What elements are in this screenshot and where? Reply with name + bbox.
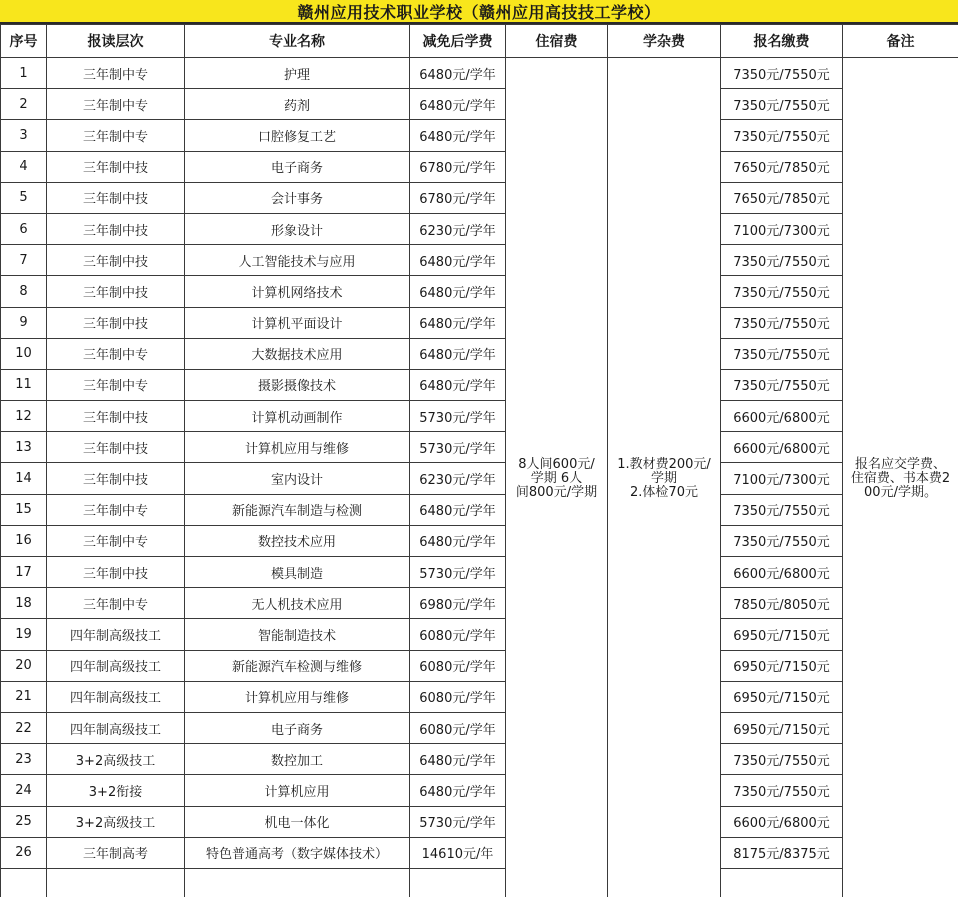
row-pay: 7100元/7300元 <box>721 463 843 494</box>
row-no: 10 <box>1 338 47 369</box>
row-level: 三年制中专 <box>47 369 185 400</box>
row-level: 三年制中专 <box>47 338 185 369</box>
row-level: 三年制中技 <box>47 182 185 213</box>
row-fee: 6080元/学年 <box>410 681 506 712</box>
row-fee: 6080元/学年 <box>410 712 506 743</box>
row-major: 智能制造技术 <box>185 619 410 650</box>
row-major: 电子商务 <box>185 712 410 743</box>
row-major: 数控加工 <box>185 744 410 775</box>
row-fee: 6480元/学年 <box>410 338 506 369</box>
table-row <box>1 245 958 276</box>
row-fee: 6230元/学年 <box>410 463 506 494</box>
row-level: 三年制中专 <box>47 525 185 556</box>
fee-table <box>0 24 958 897</box>
row-pay: 6600元/6800元 <box>721 557 843 588</box>
misc-fee-cell-text: 学期 <box>650 470 677 486</box>
row-pay: 7350元/7550元 <box>721 89 843 120</box>
row-no: 25 <box>1 806 47 837</box>
table-row <box>1 775 958 806</box>
row-major: 计算机动画制作 <box>185 401 410 432</box>
table-row <box>1 338 958 369</box>
table-row <box>1 182 958 213</box>
header-no: 序号 <box>1 25 47 58</box>
row-no: 13 <box>1 432 47 463</box>
row-no: 6 <box>1 213 47 244</box>
row-major: 会计事务 <box>185 182 410 213</box>
note-cell <box>843 58 958 897</box>
row-fee: 6480元/学年 <box>410 276 506 307</box>
row-pay: 6950元/7150元 <box>721 681 843 712</box>
row-fee: 6780元/学年 <box>410 151 506 182</box>
filler-no <box>1 868 47 897</box>
row-pay: 8175元/8375元 <box>721 837 843 868</box>
filler-fee <box>410 868 506 897</box>
row-major: 无人机技术应用 <box>185 588 410 619</box>
row-no: 8 <box>1 276 47 307</box>
row-no: 1 <box>1 58 47 89</box>
row-level: 三年制中技 <box>47 276 185 307</box>
row-no: 18 <box>1 588 47 619</box>
table-row <box>1 525 958 556</box>
row-no: 22 <box>1 712 47 743</box>
table-row <box>1 650 958 681</box>
row-pay: 7850元/8050元 <box>721 588 843 619</box>
row-fee: 6480元/学年 <box>410 89 506 120</box>
dorm-fee-cell-text: 间800元/学期 <box>515 484 598 500</box>
row-no: 20 <box>1 650 47 681</box>
row-major: 模具制造 <box>185 557 410 588</box>
row-no: 2 <box>1 89 47 120</box>
row-major: 数控技术应用 <box>185 525 410 556</box>
misc-fee-cell-text: 2.体检70元 <box>630 484 698 500</box>
header-note: 备注 <box>843 25 958 58</box>
row-level: 三年制中专 <box>47 89 185 120</box>
table-row <box>1 588 958 619</box>
row-level: 三年制中技 <box>47 307 185 338</box>
table-body <box>1 58 958 897</box>
row-major: 计算机网络技术 <box>185 276 410 307</box>
row-pay: 7350元/7550元 <box>721 494 843 525</box>
row-fee: 6480元/学年 <box>410 369 506 400</box>
table-row <box>1 744 958 775</box>
table-row <box>1 712 958 743</box>
row-fee: 6230元/学年 <box>410 213 506 244</box>
table-row <box>1 557 958 588</box>
row-fee: 5730元/学年 <box>410 557 506 588</box>
row-fee: 5730元/学年 <box>410 432 506 463</box>
row-pay: 6600元/6800元 <box>721 806 843 837</box>
row-no: 17 <box>1 557 47 588</box>
table-row-partial <box>1 868 958 897</box>
row-level: 三年制中专 <box>47 588 185 619</box>
row-level: 3+2高级技工 <box>47 806 185 837</box>
row-pay: 7350元/7550元 <box>721 276 843 307</box>
note-cell-text: 报名应交学费、 <box>854 456 946 472</box>
row-major: 摄影摄像技术 <box>185 369 410 400</box>
row-level: 3+2衔接 <box>47 775 185 806</box>
row-level: 三年制高考 <box>47 837 185 868</box>
row-level: 3+2高级技工 <box>47 744 185 775</box>
row-no: 23 <box>1 744 47 775</box>
row-level: 三年制中技 <box>47 557 185 588</box>
row-major: 人工智能技术与应用 <box>185 245 410 276</box>
row-fee: 6480元/学年 <box>410 494 506 525</box>
header-row <box>1 25 958 58</box>
misc-fee-cell-text: 1.教材费200元/ <box>617 456 711 472</box>
row-level: 四年制高级技工 <box>47 619 185 650</box>
row-major: 机电一体化 <box>185 806 410 837</box>
dorm-fee-cell <box>506 58 608 897</box>
row-level: 三年制中技 <box>47 432 185 463</box>
table-row <box>1 401 958 432</box>
row-major: 计算机平面设计 <box>185 307 410 338</box>
row-no: 5 <box>1 182 47 213</box>
row-level: 四年制高级技工 <box>47 681 185 712</box>
table-row <box>1 619 958 650</box>
dorm-fee-cell-text: 学期 6人 <box>530 470 583 486</box>
row-no: 9 <box>1 307 47 338</box>
row-pay: 6950元/7150元 <box>721 619 843 650</box>
table-row <box>1 213 958 244</box>
row-fee: 6480元/学年 <box>410 120 506 151</box>
row-pay: 7350元/7550元 <box>721 120 843 151</box>
sheet-title: 赣州应用技术职业学校（赣州应用高技技工学校） <box>0 0 958 24</box>
header-misc: 学杂费 <box>608 25 721 58</box>
table-row <box>1 58 958 89</box>
row-fee: 6480元/学年 <box>410 525 506 556</box>
row-no: 19 <box>1 619 47 650</box>
row-no: 7 <box>1 245 47 276</box>
row-level: 三年制中专 <box>47 494 185 525</box>
row-level: 三年制中专 <box>47 120 185 151</box>
note-cell-text: 00元/学期。 <box>864 484 937 500</box>
row-major: 大数据技术应用 <box>185 338 410 369</box>
row-pay: 7650元/7850元 <box>721 182 843 213</box>
filler-pay <box>721 868 843 897</box>
filler-level <box>47 868 185 897</box>
row-fee: 6980元/学年 <box>410 588 506 619</box>
dorm-fee-cell-text: 8人间600元/ <box>518 456 595 472</box>
table-row <box>1 151 958 182</box>
row-major: 新能源汽车制造与检测 <box>185 494 410 525</box>
row-no: 12 <box>1 401 47 432</box>
row-no: 3 <box>1 120 47 151</box>
row-fee: 6480元/学年 <box>410 744 506 775</box>
row-fee: 6780元/学年 <box>410 182 506 213</box>
header-pay: 报名缴费 <box>721 25 843 58</box>
row-major: 计算机应用与维修 <box>185 681 410 712</box>
row-no: 11 <box>1 369 47 400</box>
row-pay: 6600元/6800元 <box>721 432 843 463</box>
row-level: 四年制高级技工 <box>47 712 185 743</box>
row-pay: 7350元/7550元 <box>721 744 843 775</box>
row-fee: 6480元/学年 <box>410 58 506 89</box>
row-pay: 7350元/7550元 <box>721 525 843 556</box>
row-pay: 7100元/7300元 <box>721 213 843 244</box>
row-major: 电子商务 <box>185 151 410 182</box>
row-pay: 7350元/7550元 <box>721 338 843 369</box>
misc-fee-cell <box>608 58 721 897</box>
row-major: 口腔修复工艺 <box>185 120 410 151</box>
row-major: 计算机应用 <box>185 775 410 806</box>
row-level: 三年制中技 <box>47 151 185 182</box>
header-major: 专业名称 <box>185 25 410 58</box>
row-major: 新能源汽车检测与维修 <box>185 650 410 681</box>
table-row <box>1 89 958 120</box>
table-row <box>1 806 958 837</box>
table-row <box>1 681 958 712</box>
row-no: 15 <box>1 494 47 525</box>
table-row <box>1 120 958 151</box>
row-major: 形象设计 <box>185 213 410 244</box>
filler-major <box>185 868 410 897</box>
row-no: 26 <box>1 837 47 868</box>
header-level: 报读层次 <box>47 25 185 58</box>
header-dorm: 住宿费 <box>506 25 608 58</box>
row-no: 4 <box>1 151 47 182</box>
row-fee: 5730元/学年 <box>410 401 506 432</box>
row-pay: 7350元/7550元 <box>721 775 843 806</box>
row-pay: 7350元/7550元 <box>721 58 843 89</box>
row-major: 特色普通高考（数字媒体技术） <box>185 837 410 868</box>
row-level: 四年制高级技工 <box>47 650 185 681</box>
table-row <box>1 463 958 494</box>
row-major: 计算机应用与维修 <box>185 432 410 463</box>
row-major: 护理 <box>185 58 410 89</box>
row-fee: 6480元/学年 <box>410 775 506 806</box>
row-pay: 7350元/7550元 <box>721 245 843 276</box>
row-fee: 5730元/学年 <box>410 806 506 837</box>
row-pay: 7350元/7550元 <box>721 369 843 400</box>
row-major: 药剂 <box>185 89 410 120</box>
note-cell-text: 住宿费、书本费2 <box>850 470 951 486</box>
row-level: 三年制中专 <box>47 58 185 89</box>
row-no: 14 <box>1 463 47 494</box>
row-major: 室内设计 <box>185 463 410 494</box>
table-row <box>1 837 958 868</box>
row-fee: 6080元/学年 <box>410 619 506 650</box>
row-level: 三年制中技 <box>47 245 185 276</box>
row-fee: 6480元/学年 <box>410 307 506 338</box>
row-no: 16 <box>1 525 47 556</box>
row-pay: 6950元/7150元 <box>721 712 843 743</box>
header-fee: 减免后学费 <box>410 25 506 58</box>
row-no: 24 <box>1 775 47 806</box>
table-row <box>1 307 958 338</box>
row-fee: 14610元/年 <box>410 837 506 868</box>
table-row <box>1 369 958 400</box>
row-fee: 6080元/学年 <box>410 650 506 681</box>
row-pay: 7350元/7550元 <box>721 307 843 338</box>
row-no: 21 <box>1 681 47 712</box>
row-pay: 7650元/7850元 <box>721 151 843 182</box>
table-row <box>1 432 958 463</box>
row-pay: 6950元/7150元 <box>721 650 843 681</box>
row-level: 三年制中技 <box>47 401 185 432</box>
row-level: 三年制中技 <box>47 463 185 494</box>
row-level: 三年制中技 <box>47 213 185 244</box>
table-row <box>1 276 958 307</box>
row-pay: 6600元/6800元 <box>721 401 843 432</box>
table-row <box>1 494 958 525</box>
row-fee: 6480元/学年 <box>410 245 506 276</box>
